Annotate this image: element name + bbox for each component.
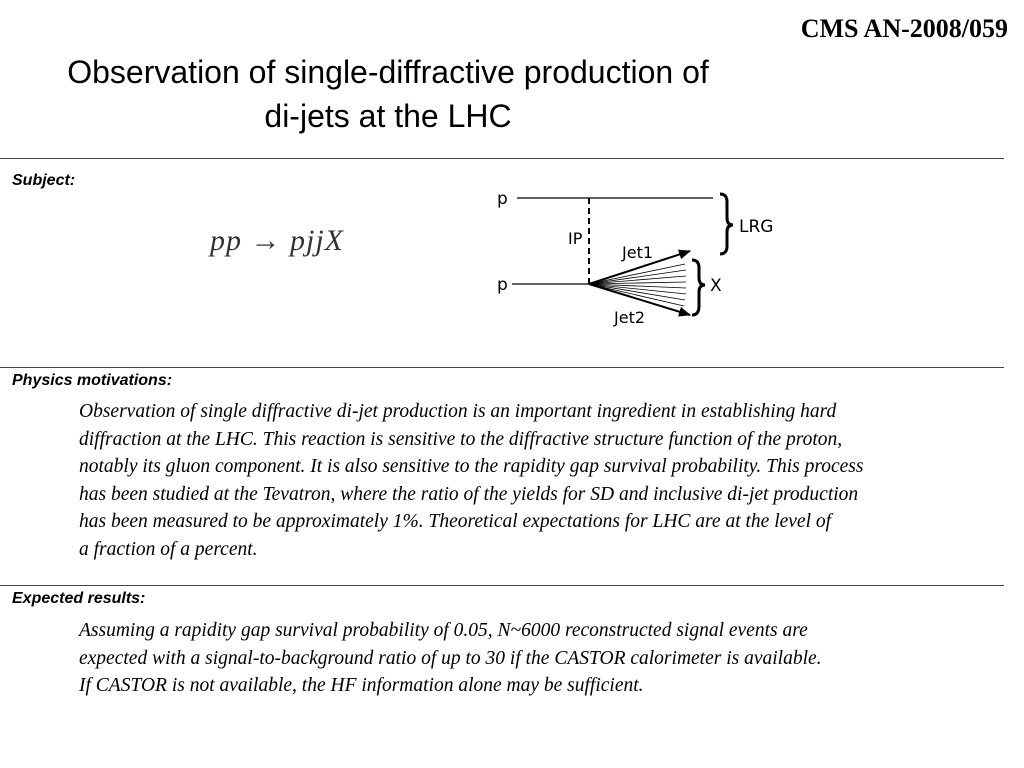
divider-results bbox=[0, 585, 1004, 586]
motivations-label: Physics motivations: bbox=[12, 372, 173, 389]
pomeron-label: IP bbox=[568, 229, 583, 248]
diffractive-dijet-diagram bbox=[480, 180, 800, 340]
process-formula: pp → pjjX bbox=[210, 224, 344, 257]
bottom-proton-label: p bbox=[497, 275, 508, 295]
x-label: X bbox=[710, 276, 722, 296]
motivations-text: Observation of single diffractive di-jet production is an important ingredient in establishing hard diffraction at the LHC. This reaction is sensitive to the diffractive structure function of the proton, notably its gluon component. It is also sensitive to the rapidity gap survival probability. This process has been studied at the Tevatron, where the ratio of the yields for SD and inclusive di-jet production has been measured to be approximately 1%. Theoretical expectations for LHC are at the level of a fraction of a percent. bbox=[79, 401, 864, 560]
divider-motivations bbox=[0, 367, 1004, 368]
divider-subject bbox=[0, 158, 1004, 159]
jet2-label: Jet2 bbox=[614, 308, 646, 327]
lrg-brace bbox=[720, 194, 733, 254]
results-label: Expected results: bbox=[12, 590, 146, 607]
top-proton-label: p bbox=[497, 189, 508, 209]
jet1-label: Jet1 bbox=[622, 243, 654, 262]
page-title: Observation of single-diffractive production of di-jets at the LHC bbox=[67, 54, 709, 134]
x-brace bbox=[692, 260, 705, 315]
analysis-note-id: CMS AN-2008/059 bbox=[800, 14, 1008, 43]
subject-label: Subject: bbox=[12, 172, 76, 189]
lrg-label: LRG bbox=[739, 217, 774, 237]
results-text: Assuming a rapidity gap survival probability of 0.05, N~6000 reconstructed signal events are expected with a signal-to-background ratio of up to 30 if the CASTOR calorimeter is available. If CASTOR is not available, the HF information alone may be sufficient. bbox=[79, 620, 822, 696]
